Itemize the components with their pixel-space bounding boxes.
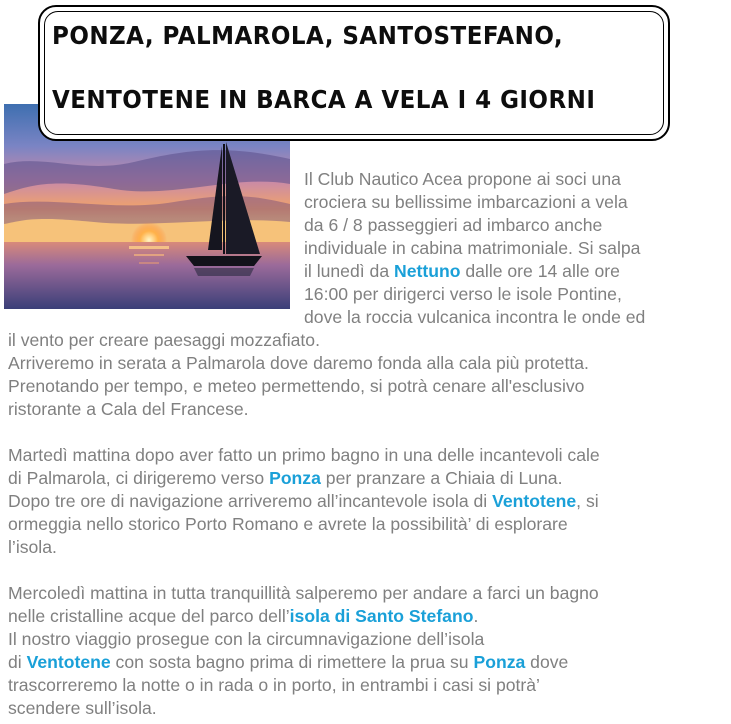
text-fragment: per pranzare a Chiaia di Luna. — [320, 468, 563, 488]
text-line — [8, 605, 478, 628]
text-fragment: . — [473, 606, 479, 626]
text-fragment: con sosta bagno prima di rimettere la prua su — [110, 652, 474, 672]
text-line: scendere sull’isola. — [8, 698, 157, 718]
text-line: Il nostro viaggio prosegue con la circumnavigazione dell’isola — [8, 629, 485, 649]
text-fragment: dalle ore 14 alle ore — [460, 261, 620, 281]
text-fragment: di Palmarola, ci dirigeremo verso — [8, 468, 270, 488]
place-ponza: Ponza — [473, 652, 526, 672]
text-line: il vento per creare paesaggi mozzafiato. — [8, 330, 320, 350]
text-fragment: , si — [576, 491, 599, 511]
text-line: ristorante a Cala del Francese. — [8, 399, 249, 419]
text-line — [8, 467, 562, 490]
title-box — [38, 5, 670, 141]
text-fragment: il lunedì da — [304, 261, 394, 281]
text-fragment: dove — [525, 652, 569, 672]
place-ventotene: Ventotene — [26, 652, 111, 672]
text-line — [304, 260, 620, 283]
text-line: ormeggia nello storico Porto Romano e avrete la possibilità’ di esplorare — [8, 514, 568, 534]
place-ponza: Ponza — [269, 468, 321, 488]
text-line: crociera su bellissime imbarcazioni a vela — [304, 192, 628, 212]
place-ventotene: Ventotene — [492, 491, 577, 511]
text-line: da 6 / 8 passeggieri ad imbarco anche — [304, 215, 603, 235]
text-line: l’isola. — [8, 537, 57, 557]
text-fragment: Dopo tre ore di navigazione arriveremo all’incantevole isola di — [8, 491, 493, 511]
text-line: Arriveremo in serata a Palmarola dove daremo fonda alla cala più protetta. — [8, 353, 589, 373]
text-line: 16:00 per dirigerci verso le isole Pontine, — [304, 284, 622, 304]
title-line-1: PONZA, PALMAROLA, SANTOSTEFANO, — [52, 21, 564, 50]
title-line-2: VENTOTENE IN BARCA A VELA I 4 GIORNI — [52, 85, 596, 114]
text-line: Il Club Nautico Acea propone ai soci una — [304, 169, 621, 189]
text-fragment: nelle cristalline acque del parco dell’ — [8, 606, 290, 626]
text-line: individuale in cabina matrimoniale. Si salpa — [304, 238, 641, 258]
text-fragment: di — [8, 652, 27, 672]
place-nettuno: Nettuno — [394, 261, 461, 281]
text-line: dove la roccia vulcanica incontra le onde ed — [304, 307, 646, 327]
text-line: Prenotando per tempo, e meteo permettendo, si potrà cenare all'esclusivo — [8, 376, 585, 396]
text-line: trascorreremo la notte o in rada o in porto, in entrambi i casi si potrà’ — [8, 675, 540, 695]
place-santo-stefano: isola di Santo Stefano — [289, 606, 474, 626]
text-line: Mercoledì mattina in tutta tranquillità salperemo per andare a farci un bagno — [8, 583, 599, 603]
text-line — [8, 651, 568, 674]
text-line — [8, 490, 599, 513]
text-line: Martedì mattina dopo aver fatto un primo bagno in una delle incantevoli cale — [8, 445, 600, 465]
